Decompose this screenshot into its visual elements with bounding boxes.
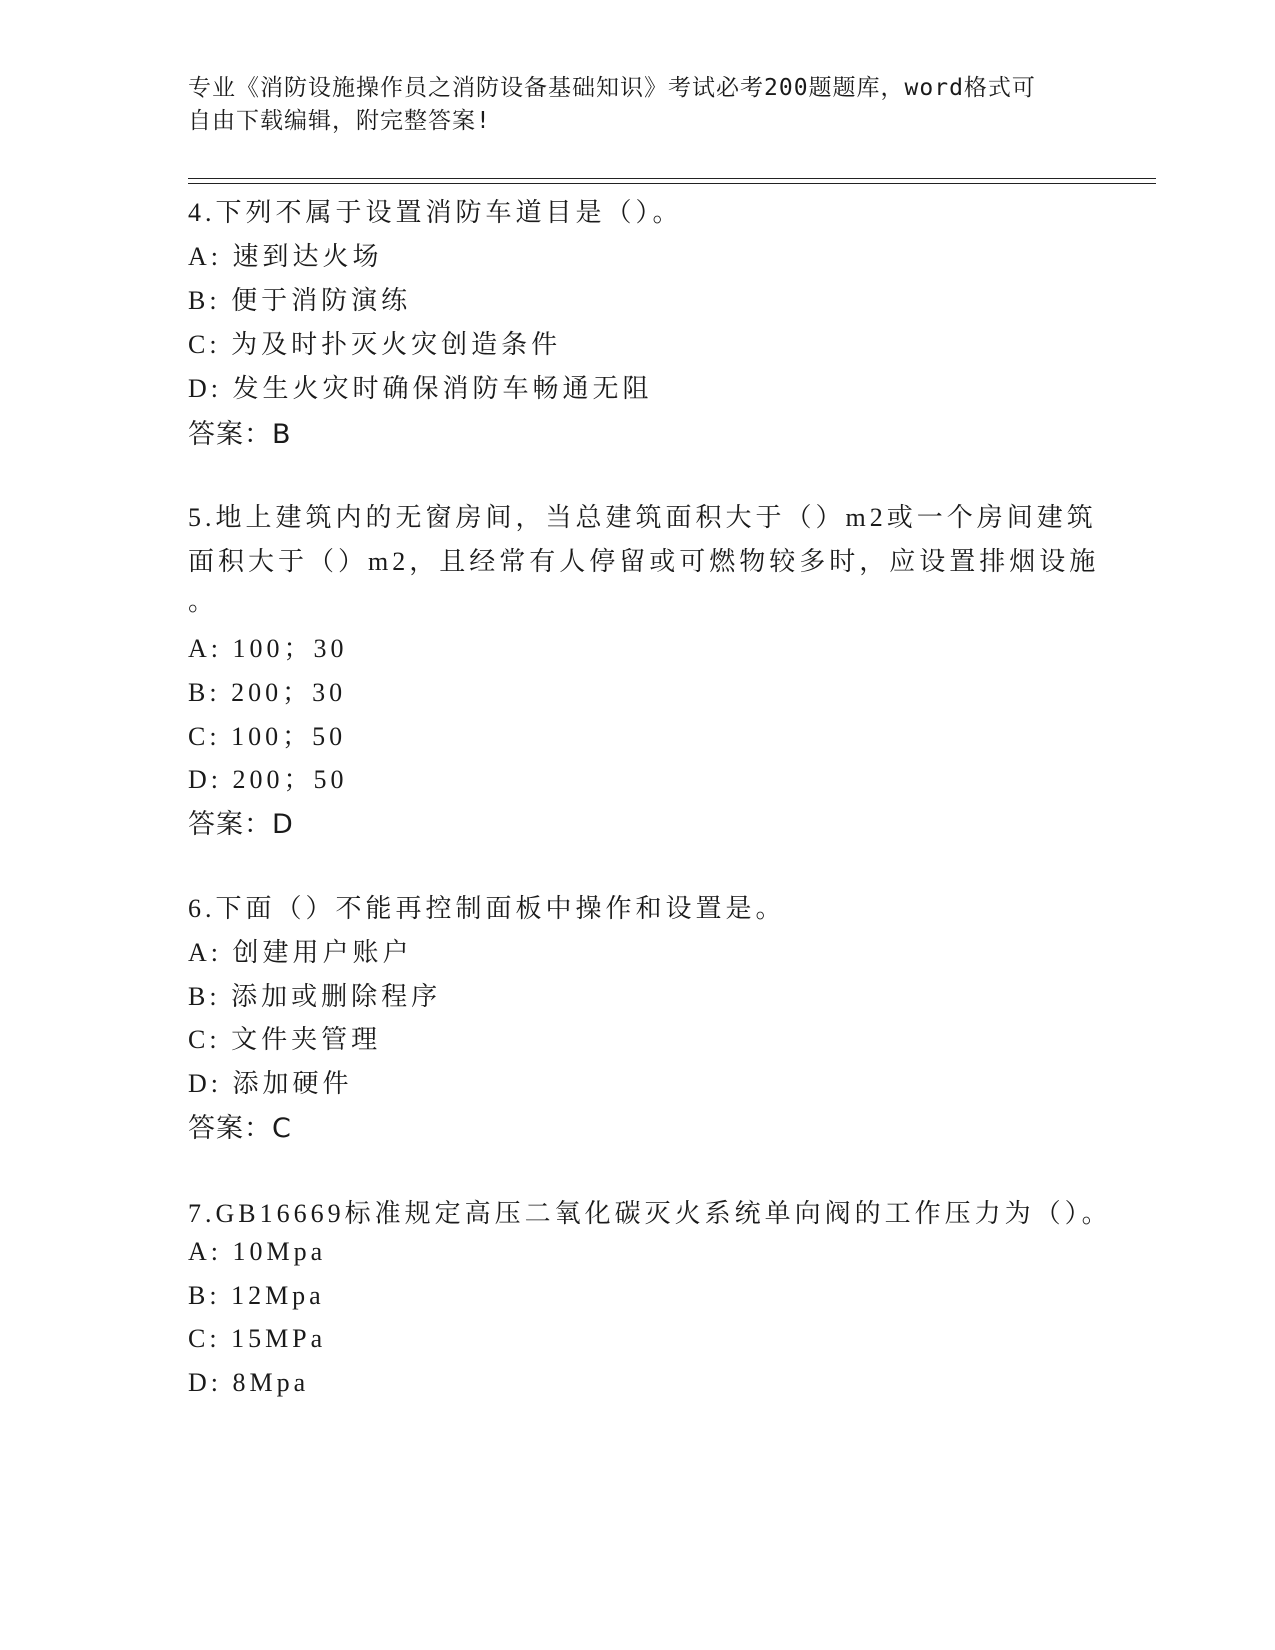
header-line-2: 自由下载编辑，附完整答案! [188,108,491,134]
option-b: B: 200；30 [188,678,347,707]
question-stem: 4.下列不属于设置消防车道目是（）。 [188,198,683,227]
question-stem-line-3: 。 [188,587,219,616]
header-line-1: 专业《消防设施操作员之消防设备基础知识》考试必考200题题库，word格式可 [188,75,1036,101]
header-divider-bottom [188,183,1156,184]
option-c: C: 15MPa [188,1324,327,1353]
option-a: A: 创建用户账户 [188,938,413,967]
option-b: B: 便于消防演练 [188,286,412,315]
question-stem-line-2: 面积大于（）m2，且经常有人停留或可燃物较多时，应设置排烟设施 [188,547,1100,576]
question-stem-line-1: 5.地上建筑内的无窗房间，当总建筑面积大于（）m2或一个房间建筑 [188,503,1097,532]
option-d: D: 发生火灾时确保消防车畅通无阻 [188,374,653,403]
option-a: A: 速到达火场 [188,242,383,271]
option-c: C: 为及时扑灭火灾创造条件 [188,330,562,359]
option-a: A: 100；30 [188,634,348,663]
option-b: B: 12Mpa [188,1281,325,1310]
option-c: C: 100；50 [188,722,347,751]
header-divider-top [188,178,1156,179]
question-stem: 7.GB16669标准规定高压二氧化碳灭火系统单向阀的工作压力为（）。 [188,1199,1112,1228]
option-d: D: 200；50 [188,765,348,794]
answer: 答案：C [188,1113,292,1144]
question-stem: 6.下面（）不能再控制面板中操作和设置是。 [188,894,786,923]
option-c: C: 文件夹管理 [188,1025,382,1054]
answer: 答案：B [188,419,292,450]
option-d: D: 添加硬件 [188,1069,353,1098]
answer: 答案：D [188,809,294,840]
option-b: B: 添加或删除程序 [188,982,442,1011]
option-a: A: 10Mpa [188,1237,327,1266]
option-d: D: 8Mpa [188,1368,310,1397]
document-header [188,72,1068,138]
